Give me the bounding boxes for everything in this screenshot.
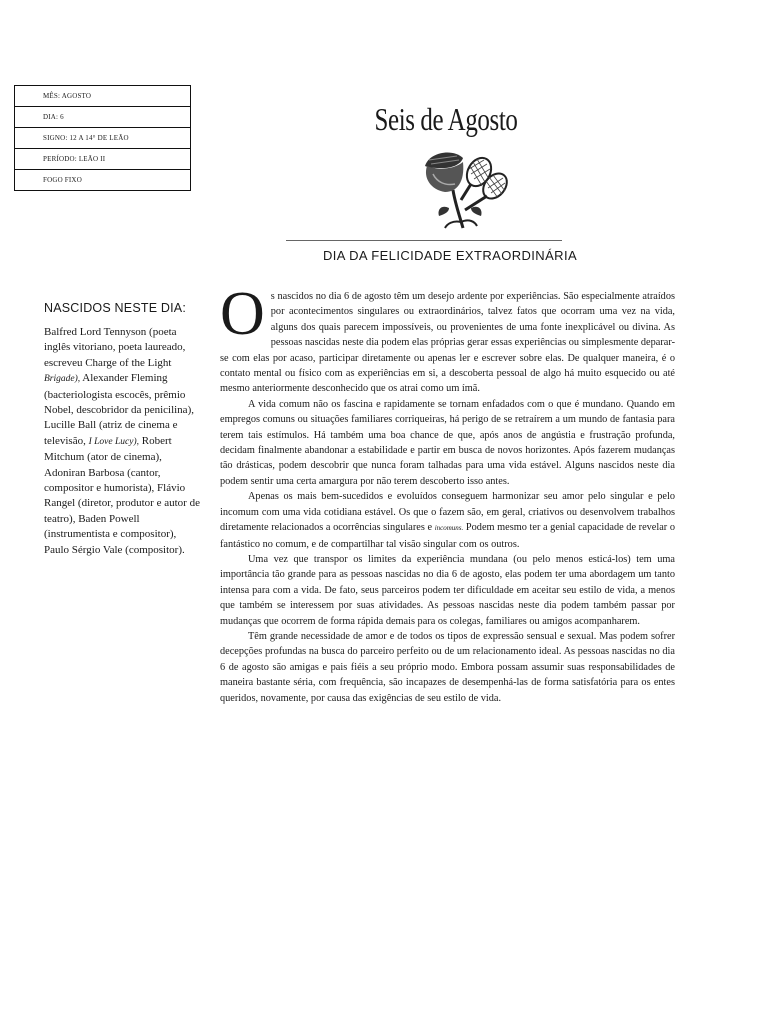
article-paragraph-text: s nascidos no dia 6 de agosto têm um desejo ardente por experiências. São especialmente atraídos por acontecimentos singulares ou extraordinários, talvez fatos que ocorram uma vez na vida, alguns dos quais parecem impossíveis, ou provenientes de uma fonte inexplicável ou divina. As pessoas nascidas neste dia podem elas próprias gerar essas experiências ou simplesmente deparar-se com elas por acaso, participar diretamente ou apenas ler e escrever sobre elas. De qualquer maneira, é o contato mental ou físico com as experiências em si, a descoberta pessoal de algo há muito esquecido ou até mesmo anteriormente desconhecido que os atrai como um ímã. [220,291,675,395]
acorn-and-tennis-rackets-icon [413,148,509,237]
article-paragraph-text: Podem mesmo ter a genial capacidade de revelar o fantástico no comum, e de compartilhar tal visão singular com os outros. [220,522,675,550]
info-period: PERÍODO: LEÃO II [15,149,190,170]
title-divider [286,240,562,241]
info-sign: SIGNO: 12 A 14° DE LEÃO [15,128,190,149]
births-text-part: Balfred Lord Tennyson (poeta inglês vitoriano, poeta laureado, escreveu Charge of the Light [44,326,186,369]
info-table [14,85,191,191]
births-text-part: Robert Mitchum (ator de cinema), Adoniran Barbosa (cantor, compositor e humorista), Flávio Rangel (diretor, produtor e autor de teatro), Baden Powell (instrumentista e compositor), Paulo Sérgio Vale (compositor). [44,434,200,556]
drop-cap: O [220,280,265,348]
births-italic-title: I Love Lucy), [88,436,139,447]
births-list [44,325,204,558]
article-paragraph: A vida comum não os fascina e rapidamente se tornam enfadados com o que é mundano. Quando em empregos comuns ou situações familiares corriqueiras, há perigo de se retraírem a um mundo de fantasia para terem tais estímulos. Há também uma boa chance de que, após anos de angústia e frustração profunda, decidam finalmente abandonar a estabilidade e partir em busca de novos horizontes. Após fazerem mudanças tão drásticas, podem descobrir que nunca foram talhadas para uma vida estável. Alguns nascidos neste dia podem sentir uma certa amargura por não terem descoberto isso antes. [220,398,675,487]
info-month: MÊS: AGOSTO [15,86,190,107]
births-italic-title: Brigade), [44,374,81,385]
article-paragraph [220,489,675,552]
article-body [220,280,675,706]
article-paragraph: Têm grande necessidade de amor e de todos os tipos de expressão sensual e sexual. Mas podem sofrer decepções profundas na busca do parceiro perfeito ou de um relacionamento ideal. As pessoas nascidas no dia 6 de agosto são amigas e pais fiéis a seu próprio modo. Embora possam assumir suas responsabilidades de maneira bastante séria, com frequência, são incapazes de desempenhá-las de forma satisfatória para os entes queridos, novamente, por causa das exigências de seu estilo de vida. [220,630,675,704]
article-paragraph [220,280,675,397]
article-inline-note: incomuns. [434,524,464,533]
article-paragraph: Uma vez que transpor os limites da experiência mundana (ou pelo menos esticá-los) tem uma importância tão grande para as pessoas nascidas no dia 6 de agosto, elas podem ter uma abordagem um tanto intensa para com a vida. De fato, seus parceiros podem ter dificuldade em aceitar seu estilo de vida, a menos que também se interessem por suas atividades. As pessoas nascidas neste dia podem também passar por mudanças que ocorrem de forma rápida demais para os colegas, familiares ou amigos acompanharem. [220,553,675,627]
article-paragraph-text: Apenas os mais bem-sucedidos e evoluídos conseguem harmonizar seu amor pelo singular e pelo incomum com uma vida cotidiana estável. Os que o fazem são, em geral, criativos ou desenvolvem trabalhos diretamente relacionados a ocorrências singulares e [220,491,675,534]
info-element: FOGO FIXO [15,170,190,191]
births-text-part: Alexander Fleming (bacteriologista escocês, prêmio Nobel, descobridor da penicilina), Lucille Ball (atriz de cinema e televisão, [44,372,194,447]
births-sidebar [44,301,204,558]
page-subtitle: DIA DA FELICIDADE EXTRAORDINÁRIA [322,248,578,263]
births-heading: NASCIDOS NESTE DIA: [44,301,187,315]
info-day: DIA: 6 [15,107,190,128]
page-title: Seis de Agosto [374,101,518,137]
